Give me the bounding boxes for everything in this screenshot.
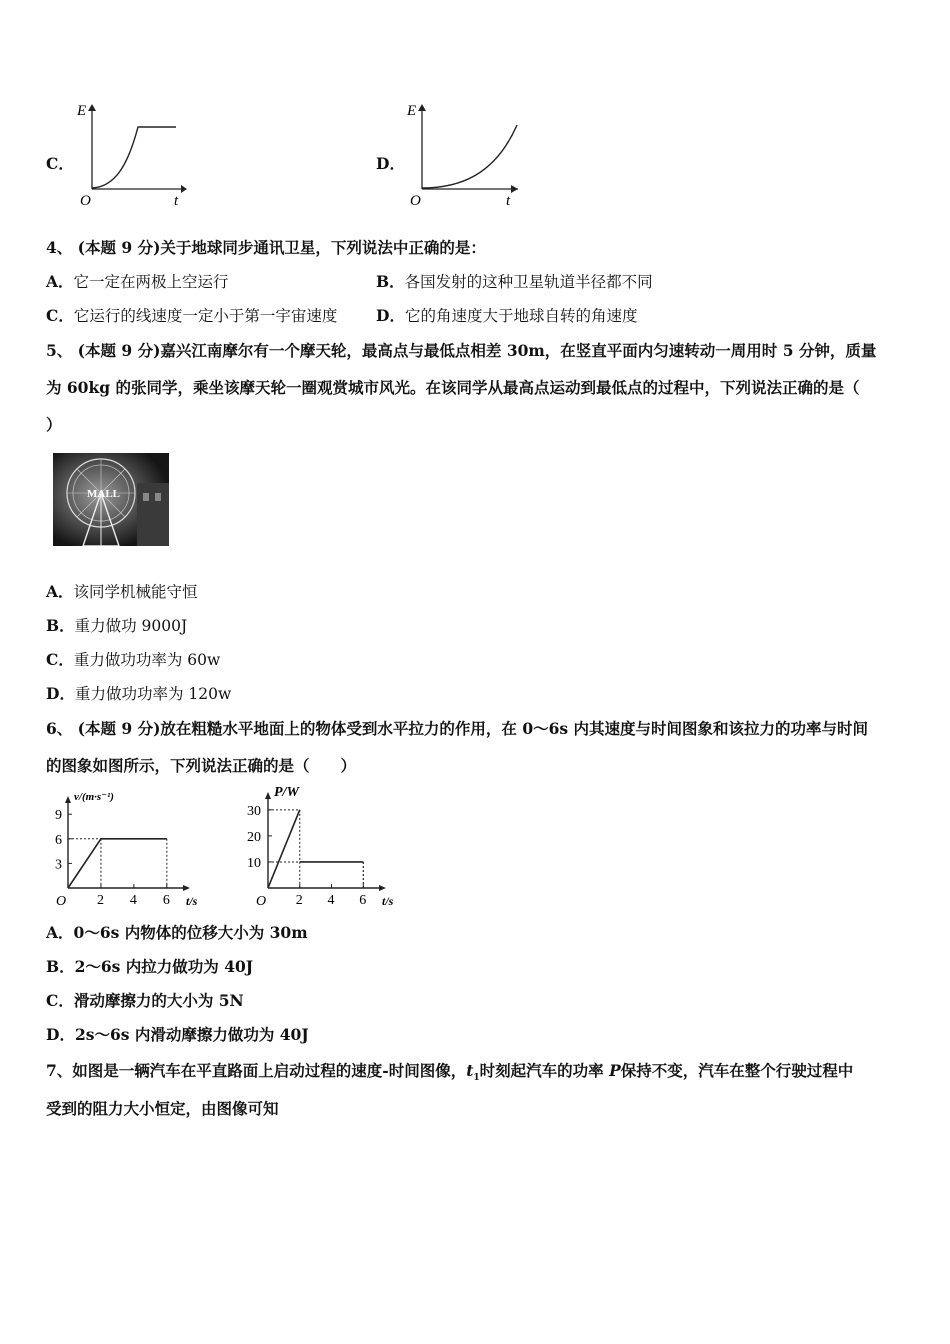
q6-option-a: [46, 921, 308, 943]
q3-graph-c: [70, 95, 190, 210]
mall-sign: MALL: [87, 488, 120, 500]
q4-option-c-label: C．: [46, 306, 74, 325]
vt-y-arrow: [65, 796, 71, 803]
ferris-wheel-photo: [53, 453, 169, 546]
pt-y-arrow: [265, 792, 271, 799]
q7-stem-part-c: 保持不变，汽车在整个行驶过程中: [620, 1061, 854, 1080]
q5-stem-line-1: 5、 (本题 9 分)嘉兴江南摩尔有一个摩天轮，最高点与最低点相差 30m，在竖直平面内匀速转动一周用时 5 分钟，质量: [46, 341, 877, 360]
q4-option-d-text: 它的角速度大于地球自转的角速度: [404, 307, 638, 325]
pt-x-label: t/s: [382, 894, 394, 908]
q5-option-c: [46, 648, 220, 670]
q5-option-d-label: D．: [46, 684, 75, 703]
q4-option-b: [376, 270, 653, 292]
q3-d-y-label: E: [407, 103, 417, 119]
pt-x-tick-label: 4: [327, 893, 335, 908]
q3-graph-d: [400, 95, 530, 210]
q4-option-a: [46, 270, 229, 292]
q6-option-b-label: B．: [46, 957, 75, 976]
vt-series-line: [68, 839, 167, 888]
q6-option-d-text: 2s～6s 内滑动摩擦力做功为 40J: [74, 1025, 309, 1044]
vt-y-tick-label: 6: [55, 832, 62, 848]
q4-option-d-label: D．: [376, 306, 405, 325]
q4-option-c-text: 它运行的线速度一定小于第一宇宙速度: [73, 307, 338, 325]
pt-y-tick-label: 30: [247, 803, 261, 819]
vt-x-arrow: [183, 885, 190, 891]
q4-option-a-label: A．: [46, 272, 74, 291]
q3-c-x-label: t: [174, 193, 179, 209]
q7-p-symbol: P: [609, 1061, 621, 1080]
q6-option-d: [46, 1023, 309, 1045]
q5-stem-line-3: ）: [46, 415, 62, 434]
vt-x-tick-label: 2: [96, 893, 104, 908]
q3-d-x-label: t: [506, 193, 511, 209]
q5-option-d: [46, 682, 231, 704]
q3-d-origin: O: [410, 193, 421, 209]
pt-y-label: P/W: [274, 785, 299, 800]
q7-t-subscript: 1: [473, 1073, 480, 1084]
q4-stem: 4、 (本题 9 分)关于地球同步通讯卫星，下列说法中正确的是：: [46, 238, 486, 257]
q6-option-c-text: 滑动摩擦力的大小为 5N: [73, 991, 244, 1010]
q5-option-a-text: 该同学机械能守恒: [73, 583, 198, 601]
q6-option-c-label: C．: [46, 991, 74, 1010]
q4-option-a-text: 它一定在两极上空运行: [73, 273, 229, 291]
q3-c-y-label: E: [77, 103, 87, 119]
q5-option-a: [46, 580, 198, 602]
q3-option-c-label: C．: [46, 154, 74, 173]
q6-stem-line-2: 的图象如图所示，下列说法正确的是（ ）: [46, 756, 357, 775]
q5-option-b: [46, 614, 187, 636]
q5-option-b-label: B．: [46, 616, 75, 635]
vt-origin-label: O: [56, 894, 67, 909]
q5-option-a-label: A．: [46, 582, 74, 601]
q5-option-c-label: C．: [46, 650, 74, 669]
q3-c-origin: O: [80, 193, 91, 209]
q6-option-d-label: D．: [46, 1025, 75, 1044]
vt-y-tick-label: 9: [55, 808, 62, 824]
pt-y-tick-label: 10: [247, 855, 261, 871]
vt-x-tick-label: 4: [129, 893, 137, 908]
q5-option-c-text: 重力做功功率为 60w: [73, 651, 221, 669]
q7-stem-line-2: 受到的阻力大小恒定，由图像可知: [46, 1099, 279, 1118]
q6-option-a-label: A．: [46, 923, 74, 942]
q6-stem-line-1: 6、 (本题 9 分)放在粗糙水平地面上的物体受到水平拉力的作用，在 0～6s 内其速度与时间图象和该拉力的功率与时间: [46, 719, 869, 738]
velocity-time-chart: [44, 782, 224, 910]
ferris-wheel-illustration: [53, 453, 169, 546]
vt-x-tick-label: 6: [162, 893, 170, 908]
q6-option-c: [46, 989, 244, 1011]
vt-y-label: v/(m·s⁻¹): [74, 791, 114, 803]
pt-origin-label: O: [256, 894, 267, 909]
vt-y-tick-label: 3: [55, 857, 62, 873]
vt-x-label: t/s: [186, 894, 198, 908]
pt-x-arrow: [379, 885, 386, 891]
q7-stem-line-1: [46, 1059, 853, 1083]
pt-y-tick-label: 20: [247, 829, 261, 845]
q7-stem-part-a: 7、如图是一辆汽车在平直路面上启动过程的速度-时间图像，: [46, 1061, 467, 1080]
q7-t-symbol: t: [466, 1061, 474, 1080]
pt-x-tick-label: 2: [295, 893, 303, 908]
q5-option-d-text: 重力做功功率为 120w: [74, 685, 232, 703]
q6-option-a-text: 0～6s 内物体的位移大小为 30m: [73, 923, 308, 942]
q6-option-b: [46, 955, 253, 977]
q4-option-b-text: 各国发射的这种卫星轨道半径都不同: [404, 273, 653, 291]
q3-option-d-label: D．: [376, 154, 405, 173]
pt-x-tick-label: 6: [359, 893, 367, 908]
q7-stem-part-b: 时刻起汽车的功率: [479, 1061, 610, 1080]
q6-option-b-text: 2～6s 内拉力做功为 40J: [74, 957, 254, 976]
q5-stem-line-2: 为 60kg 的张同学，乘坐该摩天轮一圈观赏城市风光。在该同学从最高点运动到最低点的过程中，下列说法正确的是（: [46, 378, 860, 397]
pt-series-ramp: [268, 810, 300, 888]
q4-option-d: [376, 304, 637, 326]
q4-option-c: [46, 304, 337, 326]
q4-option-b-label: B．: [376, 272, 405, 291]
power-time-chart: [240, 782, 410, 910]
q5-option-b-text: 重力做功 9000J: [74, 617, 188, 635]
